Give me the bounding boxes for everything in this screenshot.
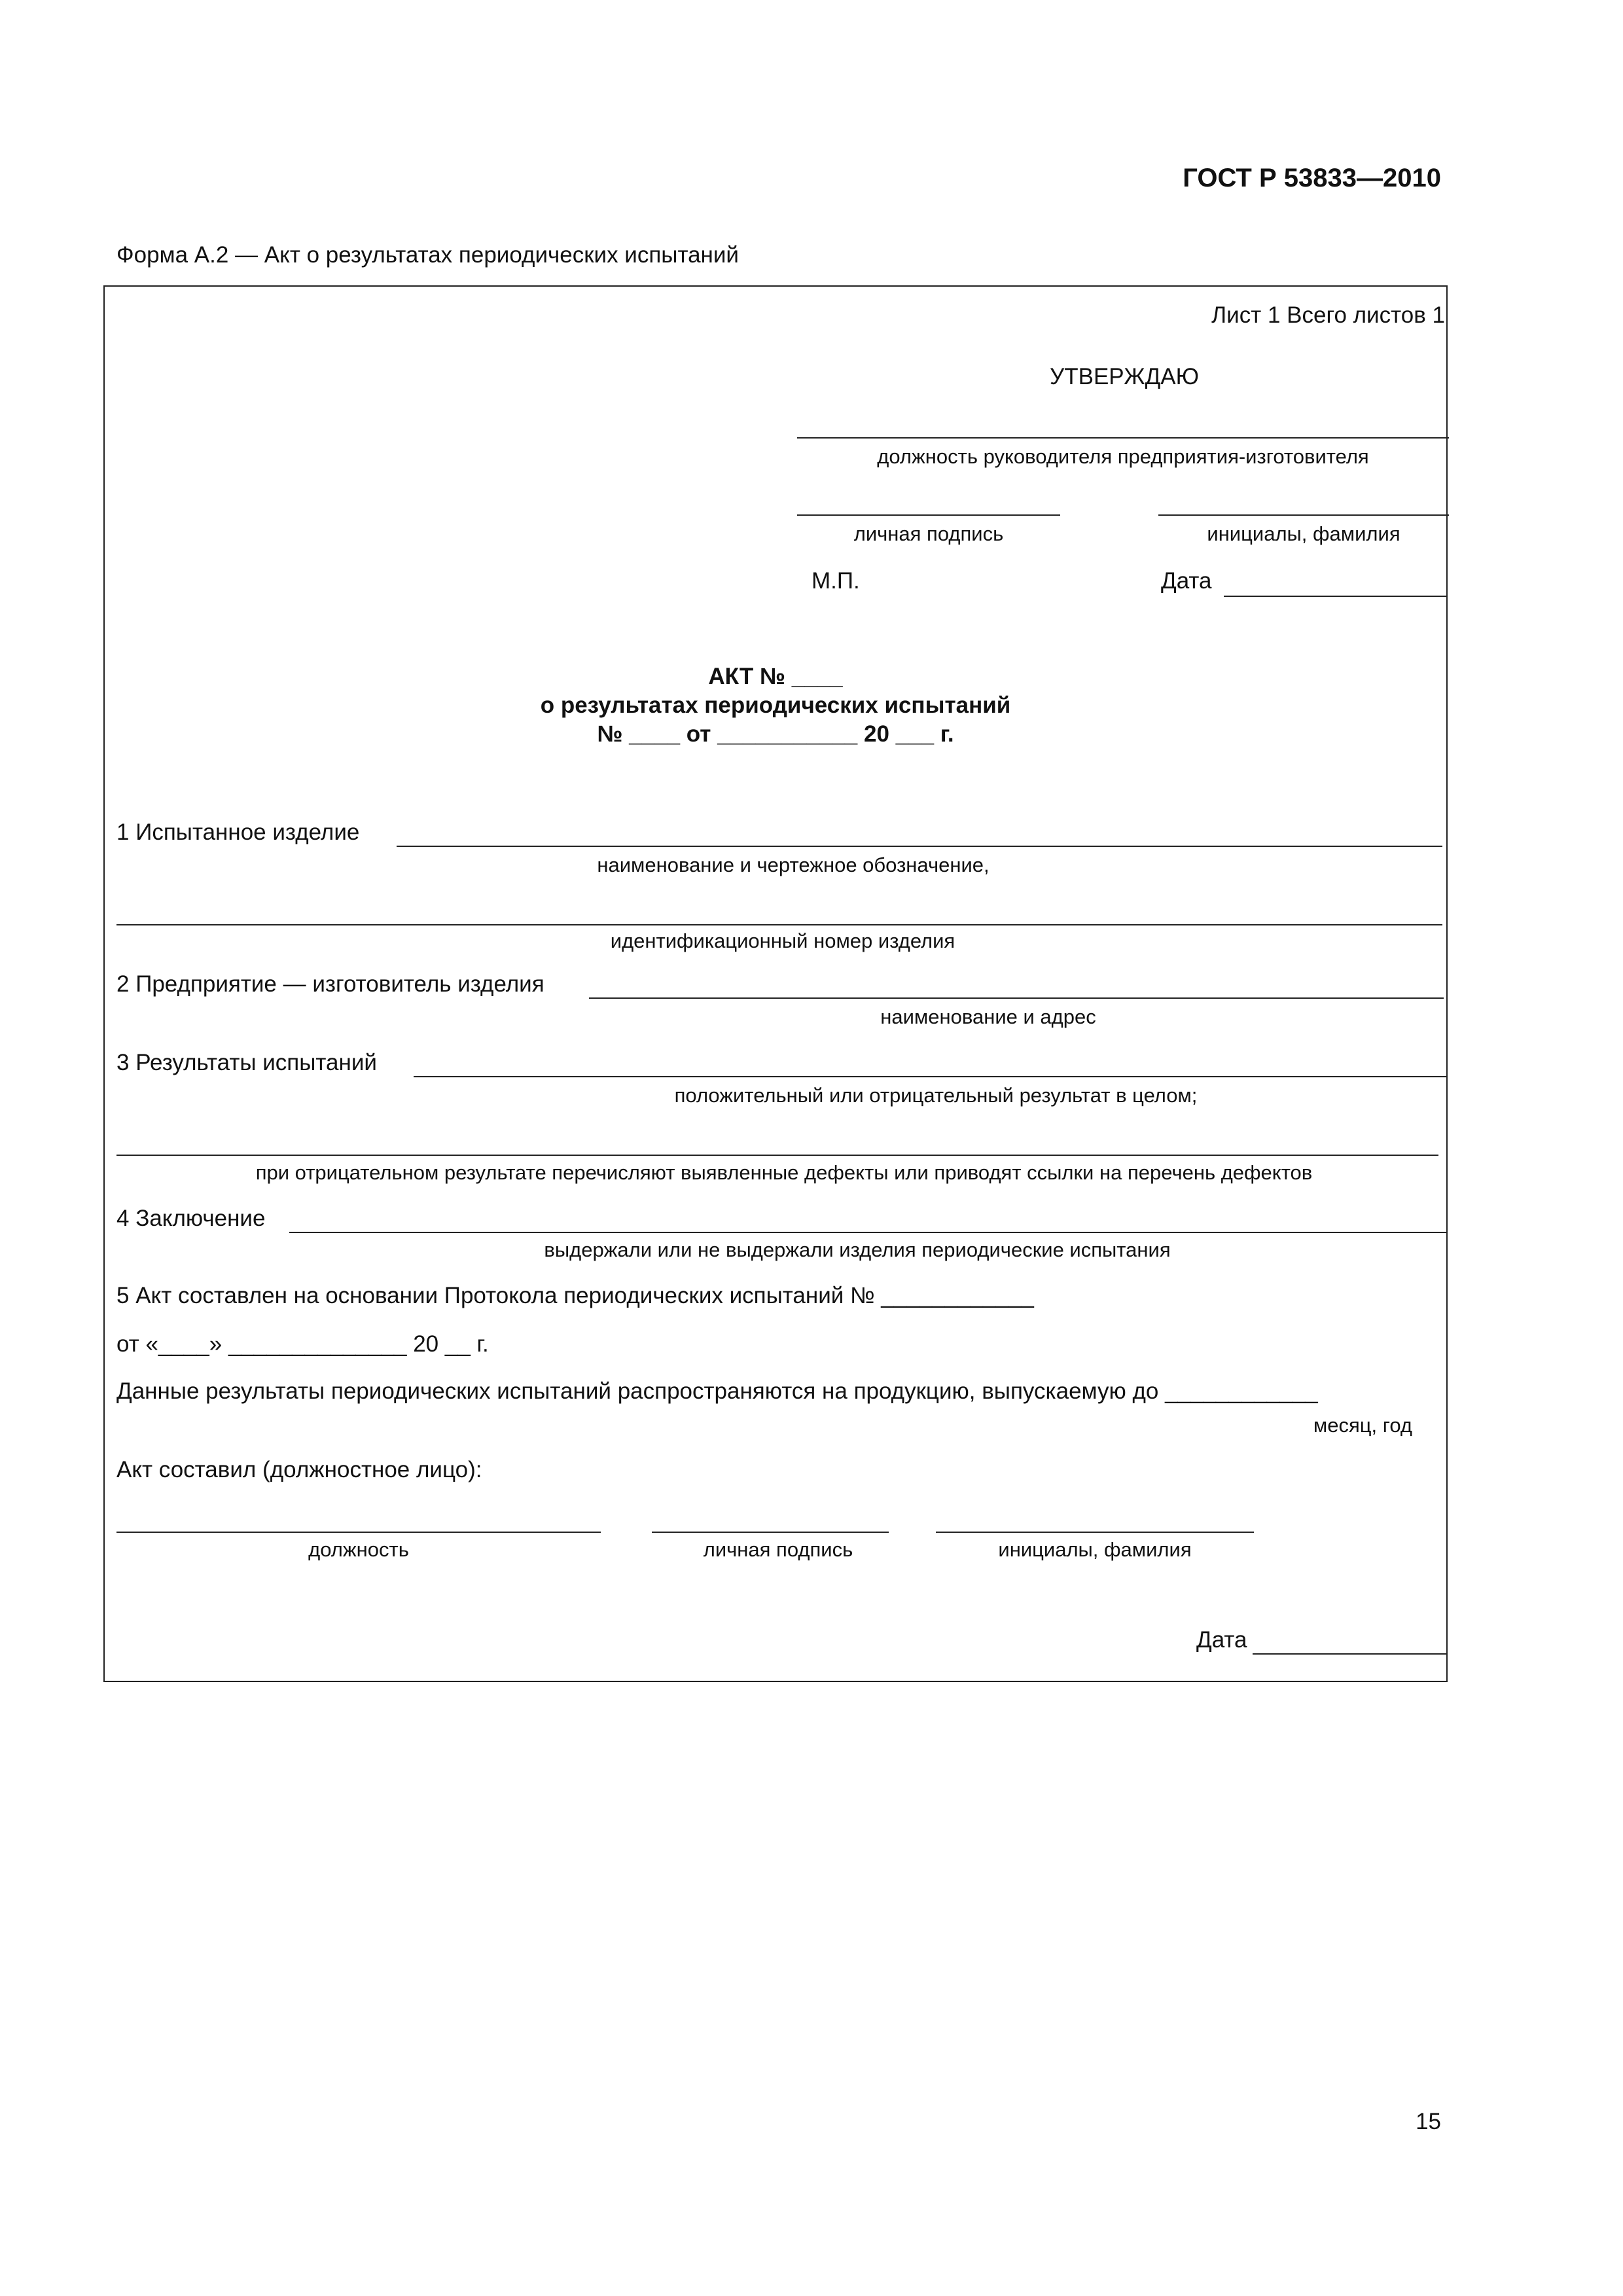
item3-caption1: положительный или отрицательный результат в целом; bbox=[674, 1084, 1198, 1107]
compiler-signature-caption: личная подпись bbox=[703, 1538, 853, 1561]
act-title-line2: о результатах периодических испытаний bbox=[540, 692, 1011, 718]
item3-line[interactable] bbox=[414, 1076, 1446, 1077]
item1-id-line[interactable] bbox=[116, 924, 1442, 925]
compiler-position-line[interactable] bbox=[116, 1532, 601, 1533]
stamp-label: М.П. bbox=[812, 568, 860, 594]
compiler-initials-line[interactable] bbox=[936, 1532, 1254, 1533]
item1-label: 1 Испытанное изделие bbox=[116, 819, 360, 845]
compiler-position-caption: должность bbox=[308, 1538, 409, 1561]
compiler-date-line[interactable] bbox=[1253, 1653, 1448, 1655]
item2-line[interactable] bbox=[589, 997, 1444, 999]
validity-text: Данные результаты периодических испытаний распространяются на продукцию, выпускаемую до ____________ bbox=[116, 1378, 1318, 1404]
compiled-by-label: Акт составил (должностное лицо): bbox=[116, 1457, 482, 1482]
standard-number: ГОСТ Р 53833—2010 bbox=[1183, 164, 1441, 192]
act-title-line3: № ____ от ___________ 20 ___ г. bbox=[597, 721, 954, 747]
item4-caption: выдержали или не выдержали изделия периодические испытания bbox=[544, 1238, 1171, 1261]
item4-label: 4 Заключение bbox=[116, 1206, 266, 1231]
compiler-signature-line[interactable] bbox=[652, 1532, 889, 1533]
item1-caption1: наименование и чертежное обозначение, bbox=[597, 853, 990, 876]
act-title-line1: АКТ № ____ bbox=[708, 664, 843, 689]
position-line[interactable] bbox=[797, 437, 1449, 439]
initials-caption: инициалы, фамилия bbox=[1207, 522, 1400, 545]
item3-caption2: при отрицательном результате перечисляют выявленные дефекты или приводят ссылки на перечень дефектов bbox=[255, 1161, 1313, 1184]
initials-line[interactable] bbox=[1158, 514, 1449, 516]
item2-caption: наименование и адрес bbox=[880, 1005, 1096, 1028]
signature-caption: личная подпись bbox=[853, 522, 1004, 545]
validity-caption: месяц, год bbox=[1313, 1414, 1412, 1437]
compiler-initials-caption: инициалы, фамилия bbox=[998, 1538, 1192, 1561]
item2-label: 2 Предприятие — изготовитель изделия bbox=[116, 971, 544, 997]
sheet-info: Лист 1 Всего листов 1 bbox=[1211, 302, 1445, 328]
approval-date-line[interactable] bbox=[1224, 596, 1446, 597]
page-number: 15 bbox=[1416, 2109, 1441, 2134]
approval-title: УТВЕРЖДАЮ bbox=[1050, 364, 1199, 389]
item1-caption2: идентификационный номер изделия bbox=[610, 929, 955, 952]
item5-date: от «____» ______________ 20 __ г. bbox=[116, 1331, 489, 1357]
item3-defects-line[interactable] bbox=[116, 1155, 1438, 1156]
item3-label: 3 Результаты испытаний bbox=[116, 1050, 377, 1075]
form-caption: Форма А.2 — Акт о результатах периодических испытаний bbox=[116, 242, 739, 268]
signature-line[interactable] bbox=[797, 514, 1060, 516]
compiler-date-label: Дата bbox=[1196, 1627, 1247, 1653]
item1-line[interactable] bbox=[397, 846, 1442, 847]
approval-date-label: Дата bbox=[1161, 568, 1212, 594]
item4-line[interactable] bbox=[289, 1232, 1446, 1233]
position-caption: должность руководителя предприятия-изготовителя bbox=[877, 445, 1369, 468]
item5-text: 5 Акт составлен на основании Протокола периодических испытаний № ____________ bbox=[116, 1283, 1034, 1308]
